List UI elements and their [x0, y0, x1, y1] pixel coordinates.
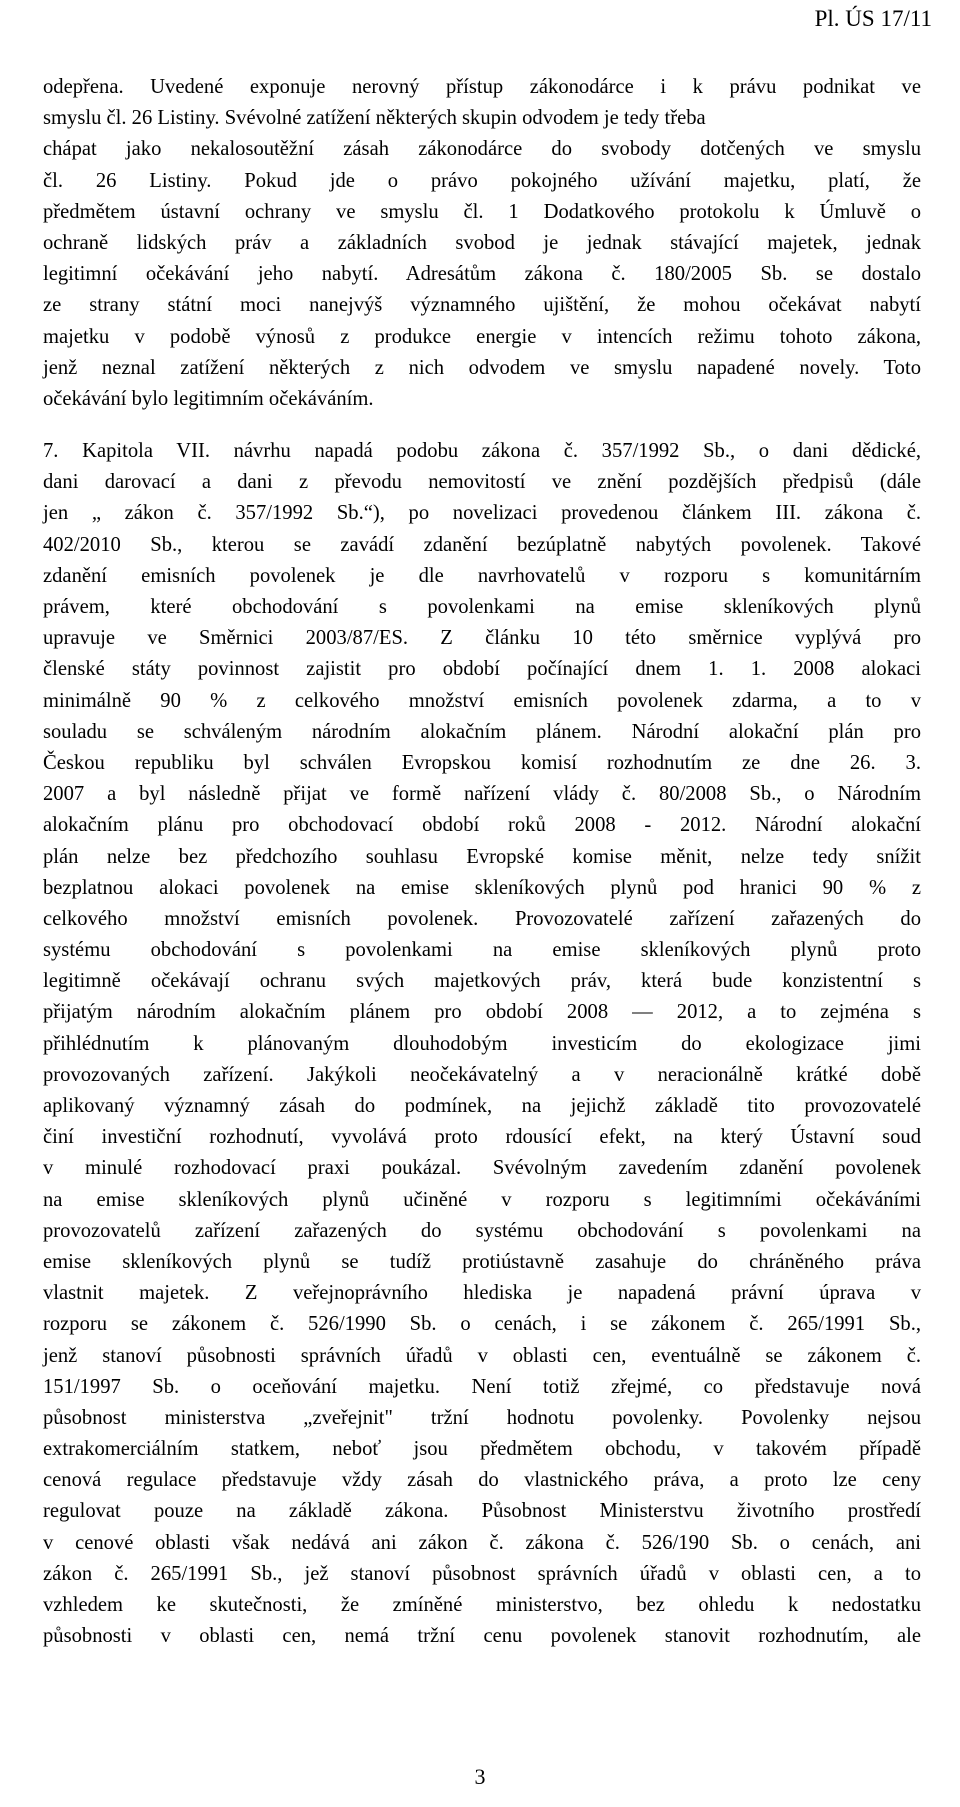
text-line: Českou republiku byl schválen Evropskou komisí rozhodnutím ze dne 26. 3.	[43, 751, 921, 774]
text-line: upravuje ve Směrnici 2003/87/ES. Z článku 10 této směrnice vyplývá pro	[43, 627, 921, 650]
text-line: extrakomerciálním statkem, neboť jsou předmětem obchodu, v takovém případě	[43, 1438, 921, 1461]
text-line: přihlédnutím k plánovaným dlouhodobým investicím do ekologizace jimi	[43, 1032, 921, 1055]
text-line: systému obchodování s povolenkami na emise skleníkových plynů proto	[43, 939, 921, 962]
text-line: 2007 a byl následně přijat ve formě nařízení vlády č. 80/2008 Sb., o Národním	[43, 783, 921, 806]
text-line: jen „ zákon č. 357/1992 Sb.“), po novelizaci provedenou článkem III. zákona č.	[43, 502, 921, 525]
text-line: emise skleníkových plynů se tudíž protiústavně zasahuje do chráněného práva	[43, 1250, 921, 1273]
text-line: legitimně očekávají ochranu svých majetkových práv, která bude konzistentní s	[43, 970, 921, 993]
text-line: předmětem ústavní ochrany ve smyslu čl. 1 Dodatkového protokolu k Úmluvě o	[43, 200, 921, 223]
text-line: celkového množství emisních povolenek. Provozovatelé zařízení zařazených do	[43, 907, 921, 930]
paragraph-gap	[43, 415, 921, 436]
text-line: očekávání bylo legitimním očekáváním.	[43, 387, 374, 410]
paragraph	[43, 436, 921, 1652]
text-line: činí investiční rozhodnutí, vyvolává proto rdousící efekt, na který Ústavní soud	[43, 1126, 921, 1149]
text-line: zdanění emisních povolenek je dle navrhovatelů v rozporu s komunitárním	[43, 564, 921, 587]
text-line: jenž stanoví působnosti správních úřadů v oblasti cen, eventuálně se zákonem č.	[43, 1344, 921, 1367]
document-body	[43, 72, 921, 1652]
document-reference: Pl. ÚS 17/11	[814, 6, 932, 31]
text-line: 151/1997 Sb. o oceňování majetku. Není totiž zřejmé, co představuje nová	[43, 1375, 921, 1398]
text-line: smyslu čl. 26 Listiny. Svévolné zatížení některých skupin odvodem je tedy třeba	[43, 107, 706, 130]
text-line: minimálně 90 % z celkového množství emisních povolenek zdarma, a to v	[43, 689, 921, 712]
text-line: legitimní očekávání jeho nabytí. Adresátům zákona č. 180/2005 Sb. se dostalo	[43, 263, 921, 286]
text-line: alokačním plánu pro obchodovací období roků 2008 - 2012. Národní alokační	[43, 814, 921, 837]
page-number: 3	[474, 1764, 486, 1789]
text-line: na emise skleníkových plynů učiněné v rozporu s legitimními očekáváními	[43, 1188, 921, 1211]
text-line: přijatým národním alokačním plánem pro období 2008 — 2012, a to zejména s	[43, 1001, 921, 1024]
text-line: působnosti v oblasti cen, nemá tržní cenu povolenek stanovit rozhodnutím, ale	[43, 1625, 921, 1648]
text-line: čl. 26 Listiny. Pokud jde o právo pokojného užívání majetku, platí, že	[43, 169, 921, 192]
text-line: cenová regulace představuje vždy zásah do vlastnického práva, a proto lze ceny	[43, 1469, 921, 1492]
text-line: zákon č. 265/1991 Sb., jež stanoví působnost správních úřadů v oblasti cen, a to	[43, 1562, 921, 1585]
text-line: vzhledem ke skutečnosti, že zmíněné ministerstvo, bez ohledu k nedostatku	[43, 1594, 921, 1616]
text-line: vlastnit majetek. Z veřejnoprávního hlediska je napadená právní úprava v	[43, 1282, 921, 1305]
text-line: odepřena. Uvedené exponuje nerovný přístup zákonodárce i k právu podnikat ve	[43, 76, 921, 98]
text-line: provozovatelů zařízení zařazených do systému obchodování s povolenkami na	[43, 1219, 921, 1242]
text-line: plán nelze bez předchozího souhlasu Evropské komise měnit, nelze tedy snížit	[43, 845, 921, 868]
text-line: působnost ministerstva „zveřejnit" tržní hodnotu povolenky. Povolenky nejsou	[43, 1406, 921, 1429]
text-line: právem, které obchodování s povolenkami na emise skleníkových plynů	[43, 596, 921, 618]
text-line: členské státy povinnost zajistit pro období počínající dnem 1. 1. 2008 alokaci	[43, 658, 921, 681]
text-line: ochraně lidských práv a základních svobod je jednak stávající majetek, jednak	[43, 231, 921, 254]
text-line: v minulé rozhodovací praxi poukázal. Svévolným zavedením zdanění povolenek	[43, 1157, 921, 1180]
text-line: chápat jako nekalosoutěžní zásah zákonodárce do svobody dotčených ve smyslu	[43, 138, 921, 161]
text-line: majetku v podobě výnosů z produkce energie v intencích režimu tohoto zákona,	[43, 325, 921, 348]
text-line: ze strany státní moci nanejvýš významného ujištění, že mohou očekávat nabytí	[43, 294, 921, 317]
text-line: dani darovací a dani z převodu nemovitostí ve znění pozdějších předpisů (dále	[43, 471, 921, 494]
paragraph	[43, 72, 921, 415]
text-line: rozporu se zákonem č. 526/1990 Sb. o cenách, i se zákonem č. 265/1991 Sb.,	[43, 1313, 921, 1336]
text-line: bezplatnou alokaci povolenek na emise skleníkových plynů pod hranici 90 % z	[43, 876, 921, 899]
text-line: v cenové oblasti však nedává ani zákon č. zákona č. 526/190 Sb. o cenách, ani	[43, 1531, 921, 1554]
text-line: 7. Kapitola VII. návrhu napadá podobu zákona č. 357/1992 Sb., o dani dědické,	[43, 440, 921, 463]
text-line: regulovat pouze na základě zákona. Působnost Ministerstvu životního prostředí	[43, 1500, 921, 1523]
text-line: 402/2010 Sb., kterou se zavádí zdanění bezúplatně nabytých povolenek. Takové	[43, 533, 921, 556]
text-line: jenž neznal zatížení některých z nich odvodem ve smyslu napadené novely. Toto	[43, 356, 921, 379]
text-line: aplikovaný významný zásah do podmínek, na jejichž základě tito provozovatelé	[43, 1095, 921, 1117]
text-line: souladu se schváleným národním alokačním plánem. Národní alokační plán pro	[43, 720, 921, 743]
text-line: provozovaných zařízení. Jakýkoli neočekávatelný a v neracionálně krátké době	[43, 1063, 921, 1086]
